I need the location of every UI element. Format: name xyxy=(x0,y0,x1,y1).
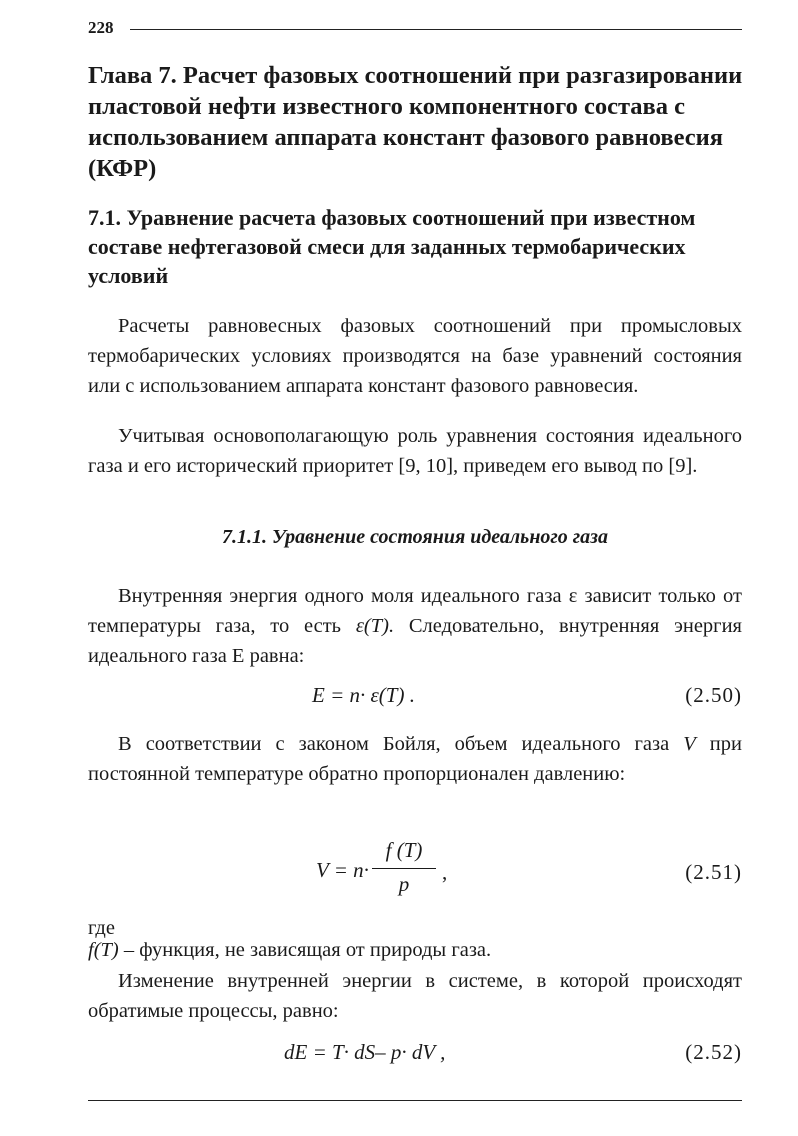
equation-2-51-comma: , xyxy=(442,860,448,884)
equation-2-50-expression: E = n· ε(T) . xyxy=(312,683,415,707)
subsection-title: 7.1.1. Уравнение состояния идеального газа xyxy=(222,526,608,548)
paragraph-function-text: – функция, не зависящая от природы газа. xyxy=(118,939,492,961)
function-f-of-t: f(T) xyxy=(88,939,119,961)
page-header xyxy=(88,16,742,44)
paragraph-3-text-c: Следовательно, внутренняя энергия идеального газа Е равна: xyxy=(88,614,742,667)
paragraph-4-text-a: В соответствии с законом Бойля, объем идеального газа xyxy=(118,733,684,755)
paragraph-4 xyxy=(88,730,742,790)
equation-2-51-lhs: V = n· xyxy=(316,858,369,882)
paragraph-1: Расчеты равновесных фазовых соотношений при промысловых термобарических условиях производятся на базе уравнений состояния или с использованием аппарата констант фазового равновесия. xyxy=(88,315,742,397)
paragraph-where: где xyxy=(88,917,115,939)
equation-2-50-number: (2.50) xyxy=(685,683,742,707)
equation-2-51-numerator: f (T) xyxy=(385,838,423,862)
equation-2-52-number: (2.52) xyxy=(685,1040,742,1064)
equation-2-50 xyxy=(88,683,742,723)
chapter-title: Глава 7. Расчет фазовых соотношений при разгазировании пластовой нефти известного компонентного состава с использованием аппарата констант фазового равновесия (КФР) xyxy=(88,62,743,182)
paragraph-4-text-c: при постоянной температуре обратно пропорционален давлению: xyxy=(88,733,742,785)
paragraph-function-definition xyxy=(88,936,742,966)
equation-2-52-expression: dE = T· dS– p· dV , xyxy=(284,1040,446,1064)
equation-2-51-fraction xyxy=(316,838,496,908)
paragraph-2: Учитывая основополагающую роль уравнения состояния идеального газа и его исторический приоритет [9, 10], приведем его вывод по [9]. xyxy=(88,425,742,477)
paragraph-3 xyxy=(88,582,742,671)
header-rule xyxy=(130,29,742,30)
footer-rule xyxy=(88,1100,742,1101)
equation-2-51 xyxy=(88,838,742,910)
section-title: 7.1. Уравнение расчета фазовых соотношений при известном составе нефтегазовой смеси для заданных термобарических условий xyxy=(88,205,696,288)
equation-2-51-number: (2.51) xyxy=(685,860,742,884)
fraction-bar xyxy=(372,868,436,869)
paragraph-3-text-a: Внутренняя энергия одного моля идеального газа ε зависит только от температуры газа, то есть xyxy=(88,585,742,637)
epsilon-t-term: ε(T). xyxy=(355,614,395,637)
paragraph-7: Изменение внутренней энергии в системе, в которой происходят обратимые процессы, равно: xyxy=(88,970,742,1022)
equation-2-51-denominator: p xyxy=(398,872,410,896)
volume-symbol: V xyxy=(683,733,696,755)
page-number: 228 xyxy=(88,18,114,37)
equation-2-52 xyxy=(88,1040,742,1080)
